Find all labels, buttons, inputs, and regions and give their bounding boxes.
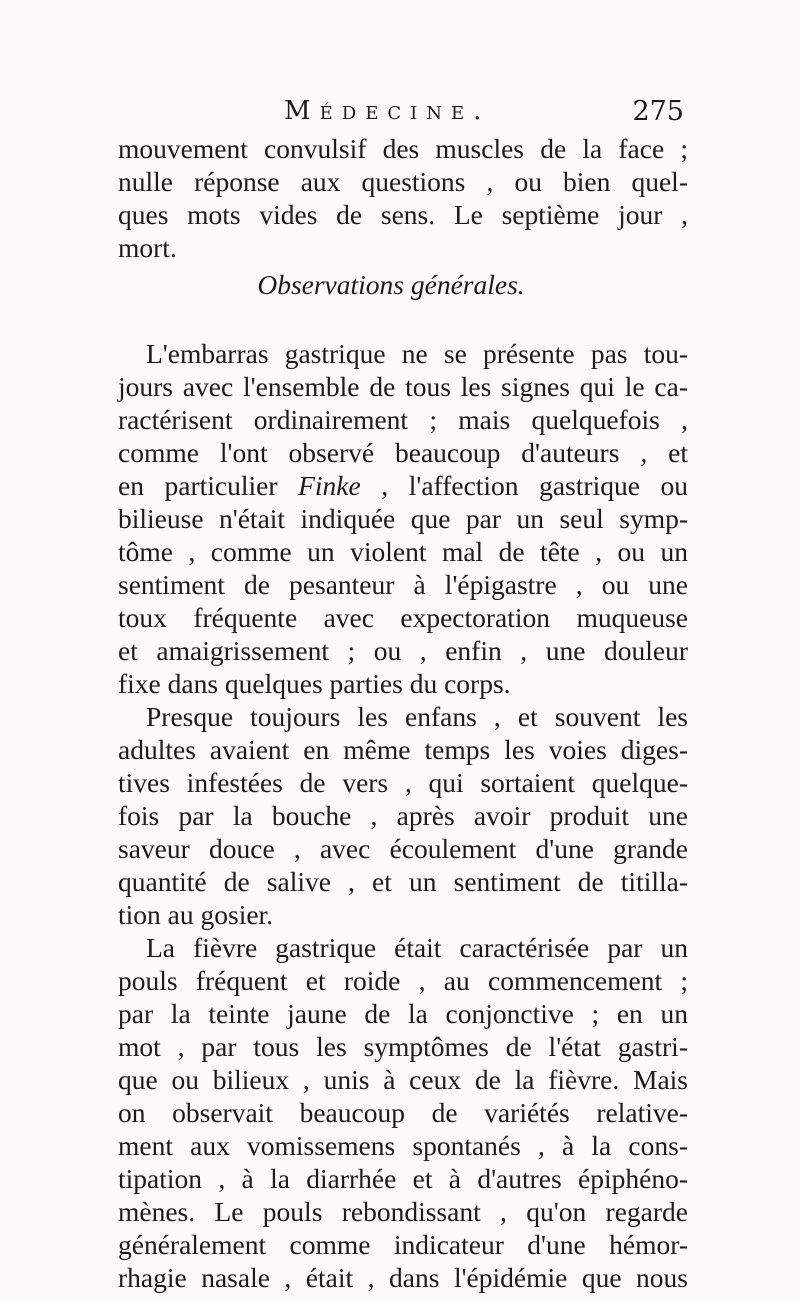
- text-line: ques mots vides de sens. Le septième jour ,: [118, 199, 688, 230]
- text-line: mènes. Le pouls rebondissant , qu'on regarde: [118, 1196, 688, 1227]
- body-text: [118, 132, 688, 1294]
- text-line: tion au gosier.: [118, 899, 274, 930]
- text-line: Presque toujours les enfans , et souvent les: [146, 701, 688, 732]
- text-line: rhagie nasale , était , dans l'épidémie que nous: [118, 1262, 688, 1293]
- paragraph-2: [118, 700, 688, 931]
- text-line: La fièvre gastrique était caractérisée par un: [146, 932, 688, 963]
- page-header: [118, 96, 688, 136]
- text-line: on observait beaucoup de variétés relative-: [118, 1097, 688, 1128]
- text-line: et amaigrissement ; ou , enfin , une douleur: [118, 635, 688, 666]
- text-line: pouls fréquent et roide , au commencement ;: [118, 965, 688, 996]
- paragraph-3: [118, 931, 688, 1294]
- text-line: bilieuse n'était indiquée que par un seul symp-: [118, 503, 688, 534]
- text-line: mort.: [118, 232, 177, 263]
- paragraph-1: [118, 337, 688, 700]
- text-line: mot , par tous les symptômes de l'état gastri-: [118, 1031, 688, 1062]
- text-line: tôme , comme un violent mal de tête , ou un: [118, 536, 688, 567]
- text-line: L'embarras gastrique ne se présente pas tou-: [146, 338, 688, 369]
- text-line: quantité de salive , et un sentiment de titilla-: [118, 866, 688, 897]
- text-line: mouvement convulsif des muscles de la face ;: [118, 133, 688, 164]
- text-fragment: en particulier: [118, 470, 299, 501]
- text-line: [118, 469, 688, 502]
- section-heading: Observations générales.: [257, 269, 525, 300]
- page-number: 275: [632, 96, 684, 127]
- text-line: tives infestées de vers , qui sortaient quelque-: [118, 767, 688, 798]
- case-conclusion-paragraph: [118, 132, 688, 264]
- text-line: par la teinte jaune de la conjonctive ; en un: [118, 998, 688, 1029]
- text-line: comme l'ont observé beaucoup d'auteurs , et: [118, 437, 688, 468]
- text-line: ractérisent ordinairement ; mais quelquefois ,: [118, 404, 688, 435]
- text-line: toux fréquente avec expectoration muqueuse: [118, 602, 688, 633]
- text-line: ment aux vomissemens spontanés , à la cons-: [118, 1130, 688, 1161]
- text-line: sentiment de pesanteur à l'épigastre , ou une: [118, 569, 688, 600]
- running-title: Médecine.: [284, 96, 491, 126]
- text-line: généralement comme indicateur d'une hémor-: [118, 1229, 688, 1260]
- text-line: tipation , à la diarrhée et à d'autres épiphéno-: [118, 1163, 688, 1194]
- text-line: fois par la bouche , après avoir produit une: [118, 800, 688, 831]
- text-line: jours avec l'ensemble de tous les signes qui le ca-: [118, 371, 688, 402]
- text-line: adultes avaient en même temps les voies diges-: [118, 734, 688, 765]
- author-name: Finke: [298, 470, 361, 501]
- text-line: saveur douce , avec écoulement d'une grande: [118, 833, 688, 864]
- text-line: fixe dans quelques parties du corps.: [118, 668, 511, 699]
- text-fragment: , l'affection gastrique ou: [360, 470, 688, 501]
- text-line: que ou bilieux , unis à ceux de la fièvre. Mais: [118, 1064, 688, 1095]
- text-line: nulle réponse aux questions , ou bien quel-: [118, 166, 688, 197]
